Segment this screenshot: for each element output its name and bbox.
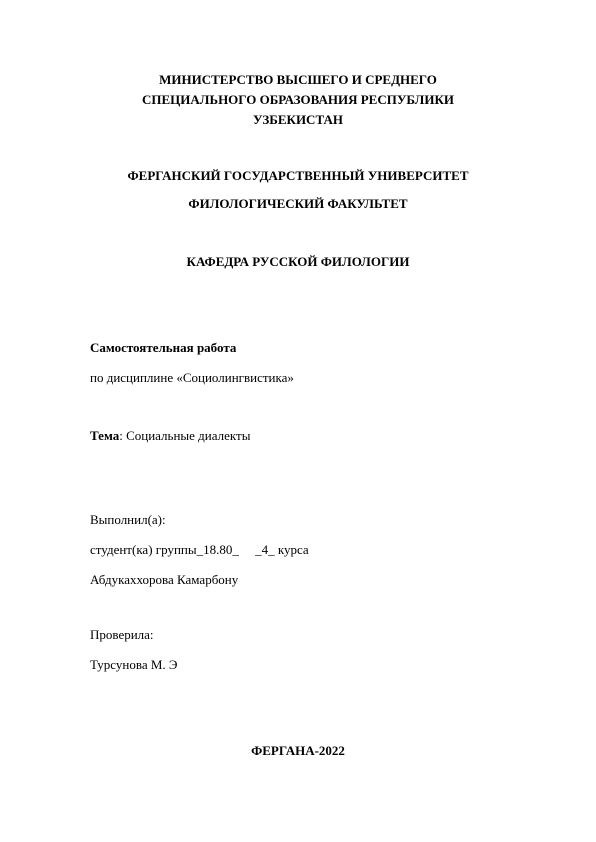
discipline-line: по дисциплине «Социолингвистика» [90, 370, 294, 385]
topic-line [90, 427, 250, 445]
city-year: ФЕРГАНА-2022 [251, 743, 345, 758]
reviewer-name: Турсунова М. Э [90, 657, 178, 672]
topic-value: : Социальные диалекты [119, 428, 251, 443]
work-type: Самостоятельная работа [90, 340, 237, 355]
faculty-name: ФИЛОЛОГИЧЕСКИЙ ФАКУЛЬТЕТ [188, 196, 408, 211]
university-name: ФЕРГАНСКИЙ ГОСУДАРСТВЕННЫЙ УНИВЕРСИТЕТ [127, 168, 469, 183]
ministry-line-1: МИНИСТЕРСТВО ВЫСШЕГО И СРЕДНЕГО [159, 72, 437, 87]
author-name: Абдукаххорова Камарбону [90, 572, 239, 587]
topic-label: Тема [90, 428, 120, 443]
department-name: КАФЕДРА РУССКОЙ ФИЛОЛОГИИ [186, 254, 410, 269]
reviewer-label: Проверила: [90, 627, 154, 642]
ministry-heading [0, 70, 596, 130]
author-label: Выполнил(а): [90, 512, 166, 527]
author-group-line: студент(ка) группы_18.80_ _4_ курса [90, 542, 309, 557]
ministry-line-3: УЗБЕКИСТАН [253, 112, 343, 127]
ministry-line-2: СПЕЦИАЛЬНОГО ОБРАЗОВАНИЯ РЕСПУБЛИКИ [142, 92, 454, 107]
